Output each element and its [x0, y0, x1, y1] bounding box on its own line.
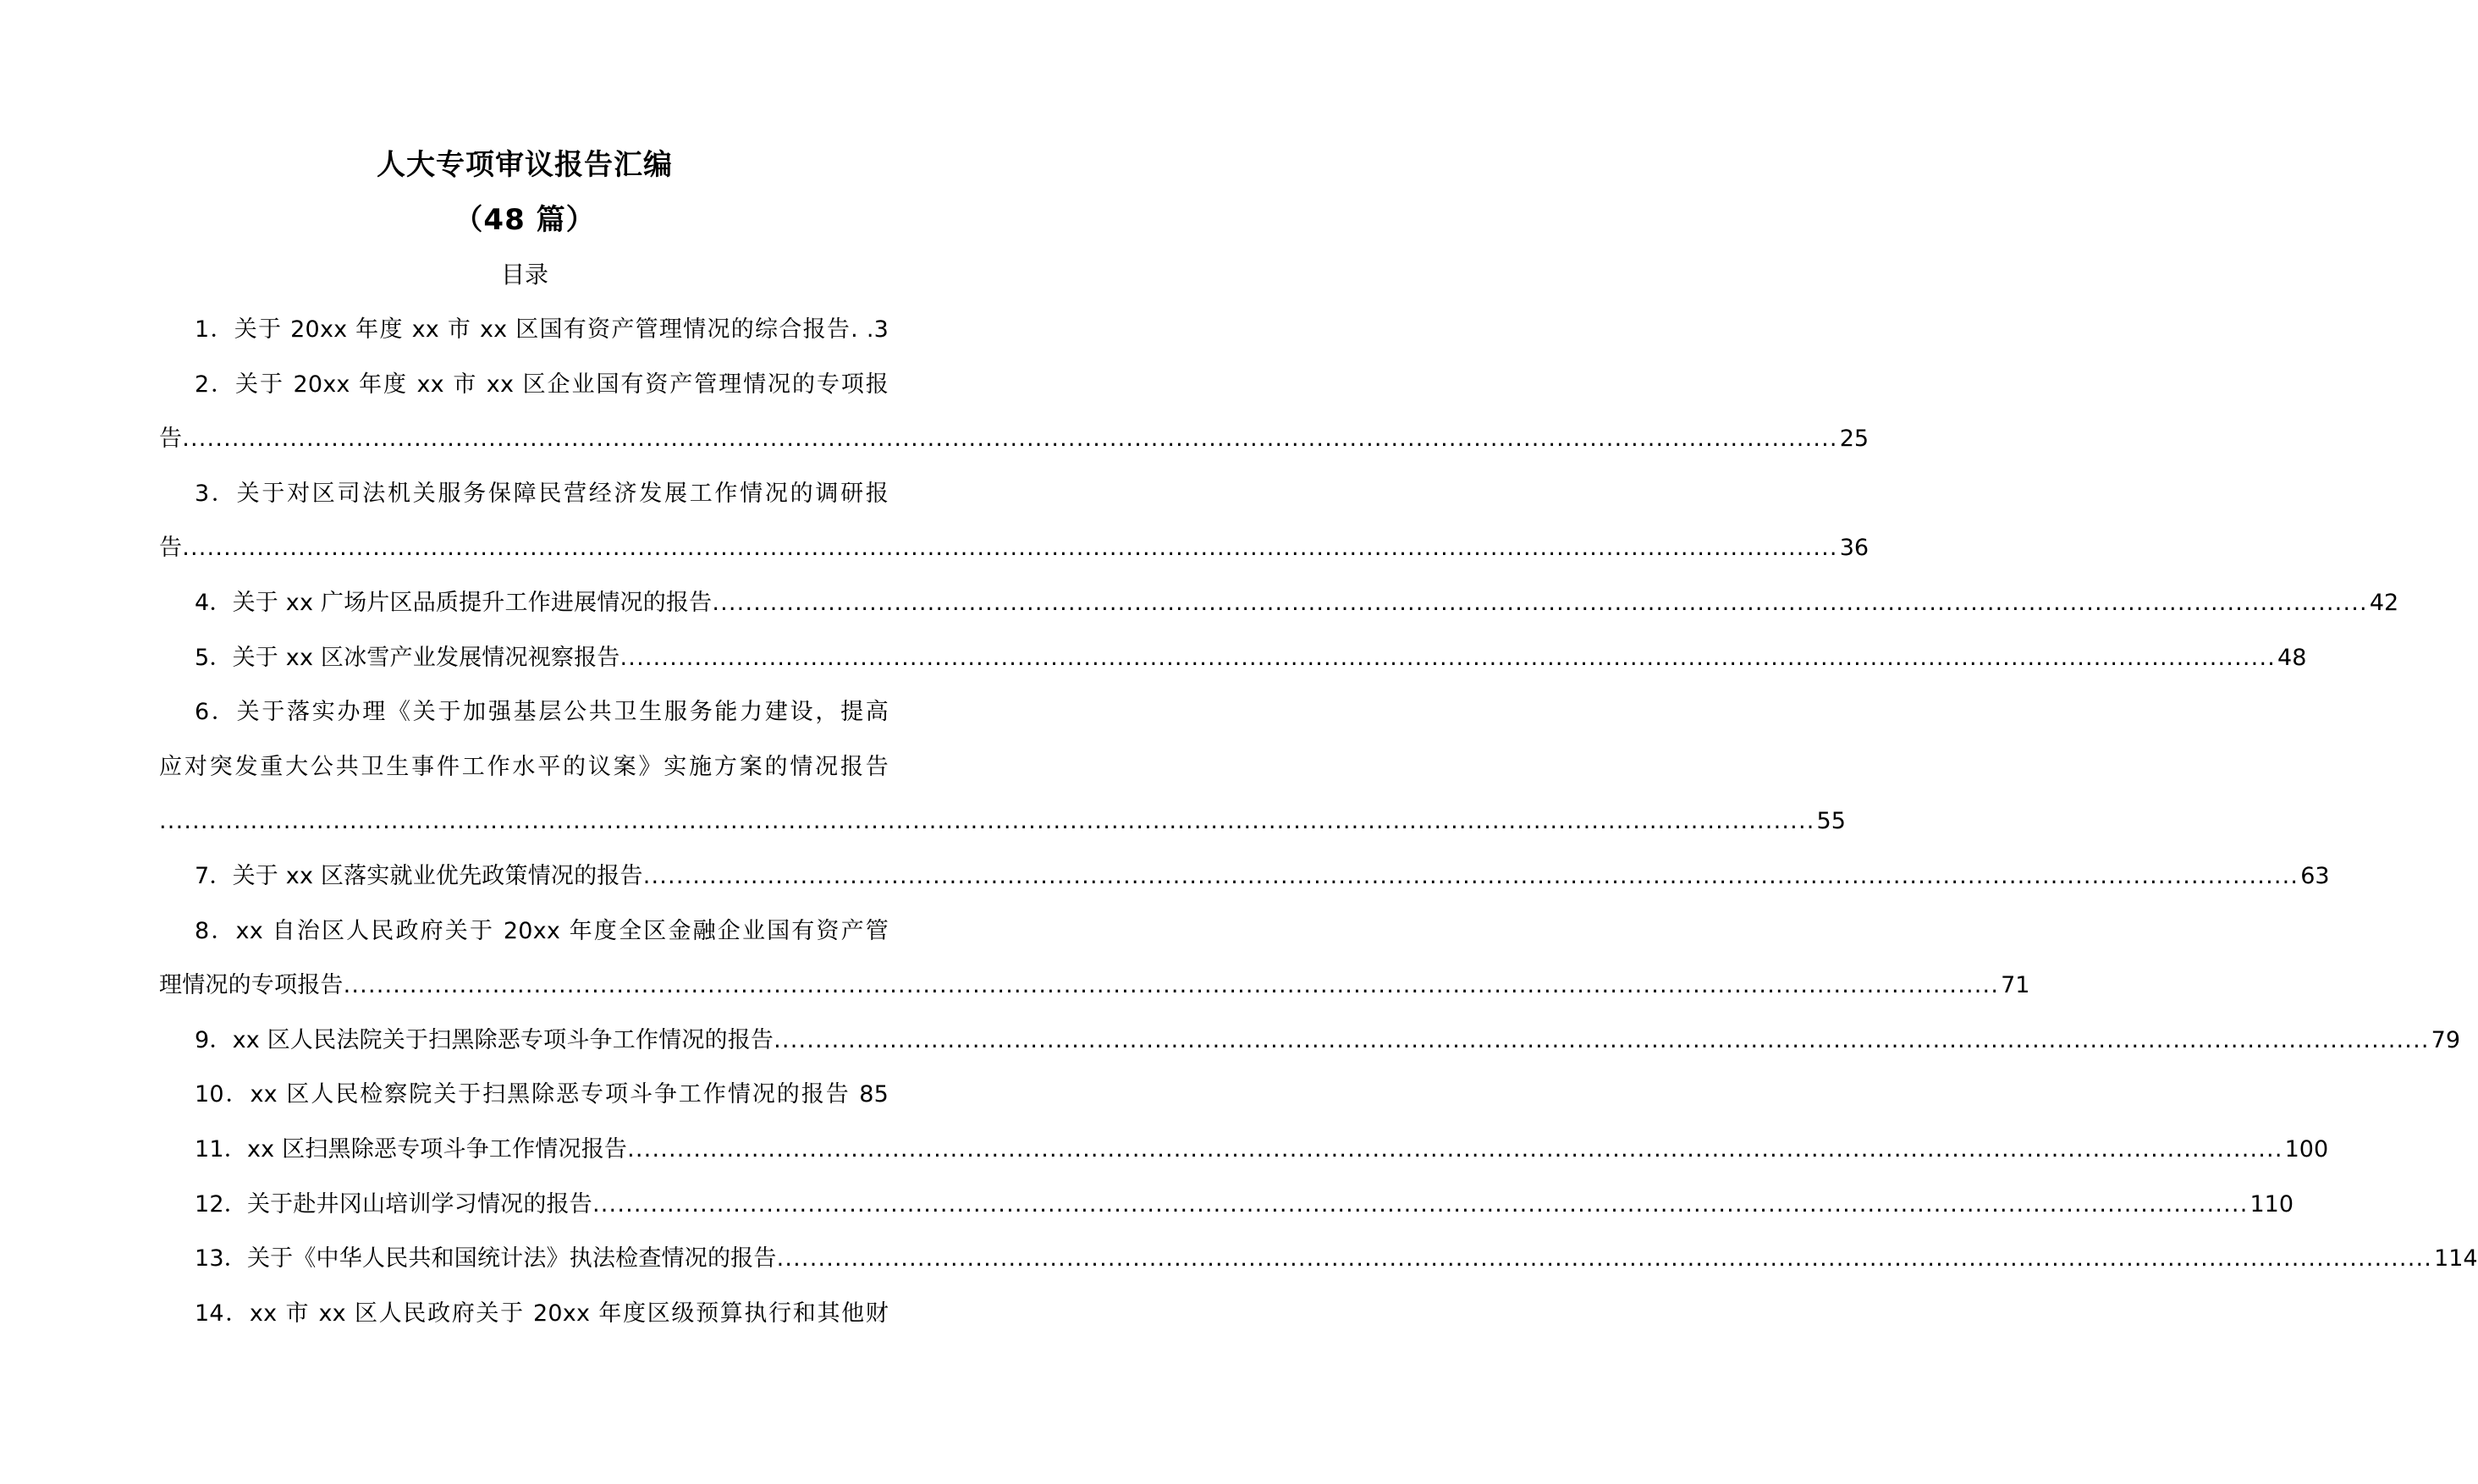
toc-entry-text: 4．关于 xx 广场片区品质提升工作进展情况的报告: [195, 589, 713, 616]
dot-leader: ........................................................................................................................................................................................................: [182, 535, 1838, 562]
toc-entry-text: 3．关于对区司法机关服务保障民营经济发展工作情况的调研报: [195, 480, 889, 507]
toc-page-number: 55: [1816, 808, 1846, 835]
dot-leader: ........................................................................................................................................................................................................: [343, 972, 2000, 999]
toc-entry-text: 告: [159, 426, 183, 453]
toc-entry-text: 8．xx 自治区人民政府关于 20xx 年度全区金融企业国有资产管: [195, 917, 889, 944]
toc-entry[interactable]: [159, 1188, 2294, 1243]
toc-entry[interactable]: [159, 805, 1846, 860]
toc-entry[interactable]: [159, 695, 889, 750]
toc-entry[interactable]: [159, 1024, 2460, 1079]
toc-page-number: 114: [2434, 1245, 2478, 1272]
toc-entry-text: 1．关于 20xx 年度 xx 市 xx 区国有资产管理情况的综合报告. .3: [195, 316, 889, 343]
toc-entry-text: 5．关于 xx 区冰雪产业发展情况视察报告: [195, 644, 620, 671]
toc-entry[interactable]: [159, 641, 2307, 696]
toc-entry[interactable]: [159, 1242, 2478, 1297]
toc-page-number: 48: [2277, 644, 2307, 671]
toc-heading: 目录: [500, 261, 548, 289]
document-title: 人大专项审议报告汇编: [377, 148, 673, 182]
toc-entry[interactable]: [159, 586, 2399, 641]
toc-entry[interactable]: [159, 368, 889, 423]
toc-entry-text: 2．关于 20xx 年度 xx 市 xx 区企业国有资产管理情况的专项报: [195, 371, 889, 398]
toc-entry[interactable]: [159, 969, 2030, 1024]
table-of-contents: [159, 313, 2478, 1351]
toc-page-number: 42: [2369, 589, 2399, 616]
dot-leader: ........................................................................................................................................................................................................: [159, 808, 1815, 835]
dot-leader: ........................................................................................................................................................................................................: [774, 1026, 2430, 1053]
toc-entry-text: 10．xx 区人民检察院关于扫黑除恶专项斗争工作情况的报告 85: [195, 1081, 889, 1108]
toc-page-number: 36: [1839, 535, 1870, 562]
toc-entry-text: 告: [159, 535, 183, 562]
toc-entry[interactable]: [159, 860, 2330, 915]
dot-leader: ........................................................................................................................................................................................................: [592, 1190, 2249, 1217]
document-subtitle: （48 篇）: [454, 203, 596, 237]
dot-leader: ........................................................................................................................................................................................................: [776, 1245, 2433, 1272]
toc-entry[interactable]: [159, 313, 889, 368]
toc-entry-text: 13．关于《中华人民共和国统计法》执法检查情况的报告: [195, 1245, 777, 1272]
toc-entry-text: 6．关于落实办理《关于加强基层公共卫生服务能力建设，提高: [195, 699, 889, 726]
dot-leader: ........................................................................................................................................................................................................: [712, 589, 2368, 616]
toc-entry[interactable]: [159, 915, 889, 970]
toc-page-number: 63: [2300, 862, 2330, 889]
toc-entry[interactable]: [159, 422, 1870, 477]
dot-leader: ........................................................................................................................................................................................................: [642, 862, 2299, 889]
toc-entry[interactable]: [159, 1078, 889, 1133]
toc-entry[interactable]: [159, 477, 889, 532]
dot-leader: ........................................................................................................................................................................................................: [182, 426, 1838, 453]
toc-page-number: 110: [2249, 1190, 2294, 1217]
toc-entry-text: 应对突发重大公共卫生事件工作水平的议案》实施方案的情况报告: [159, 753, 889, 780]
toc-entry-text: 7．关于 xx 区落实就业优先政策情况的报告: [195, 862, 643, 889]
toc-entry[interactable]: [159, 1297, 889, 1352]
toc-page-number: 79: [2431, 1026, 2460, 1053]
toc-entry-text: 12．关于赴井冈山培训学习情况的报告: [195, 1190, 592, 1217]
toc-entry-text: 14．xx 市 xx 区人民政府关于 20xx 年度区级预算执行和其他财: [195, 1300, 889, 1327]
dot-leader: ........................................................................................................................................................................................................: [620, 644, 2277, 671]
toc-page-number: 100: [2284, 1135, 2329, 1162]
toc-page-number: 71: [2001, 972, 2030, 999]
toc-entry[interactable]: [159, 750, 889, 805]
toc-entry-text: 11．xx 区扫黑除恶专项斗争工作情况报告: [195, 1135, 628, 1162]
dot-leader: ........................................................................................................................................................................................................: [627, 1135, 2283, 1162]
toc-entry[interactable]: [159, 531, 1870, 586]
toc-page-number: 25: [1839, 426, 1870, 453]
toc-entry-text: 9．xx 区人民法院关于扫黑除恶专项斗争工作情况的报告: [195, 1026, 774, 1053]
toc-entry-text: 理情况的专项报告: [159, 972, 344, 999]
toc-entry[interactable]: [159, 1133, 2329, 1188]
